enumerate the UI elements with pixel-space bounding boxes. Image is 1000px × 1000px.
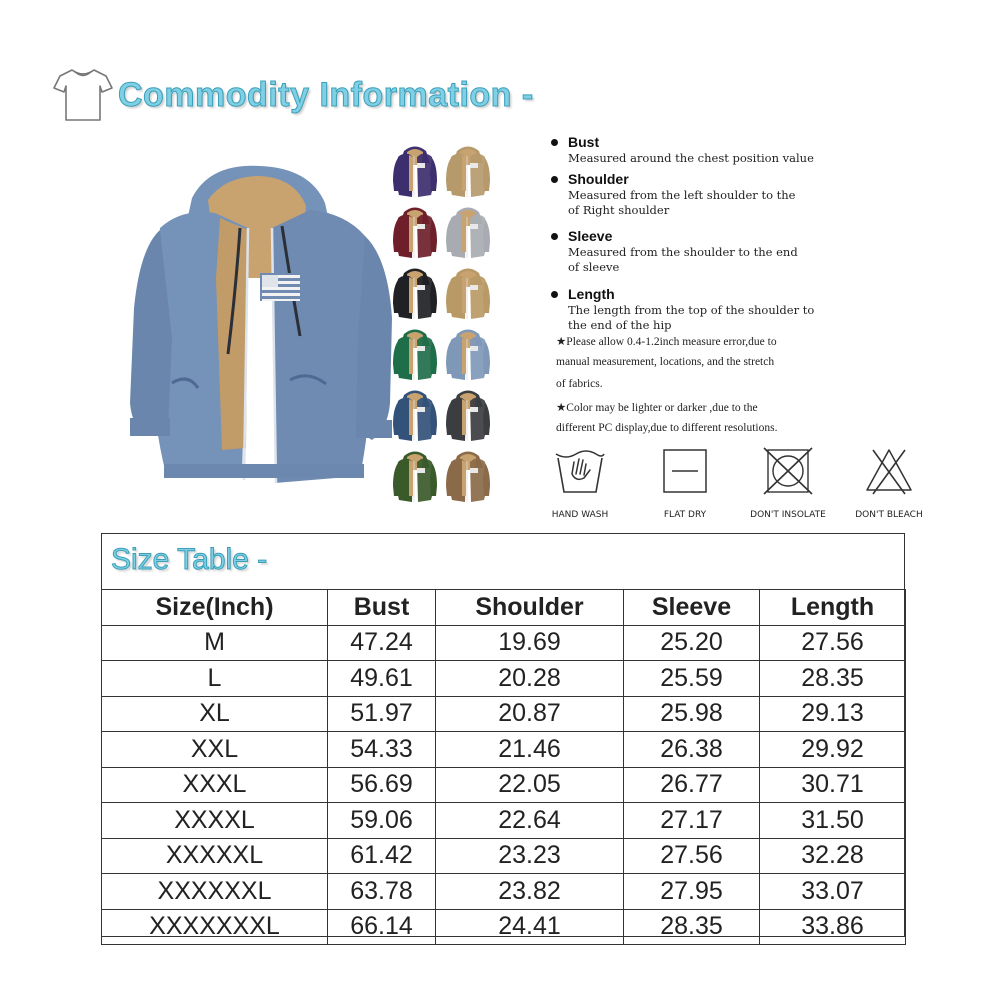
commodity-header [52,62,612,132]
sleeve-cell: 27.56 [624,838,760,874]
length-cell: 33.86 [760,909,906,945]
measure-desc: The length from the top of the shoulder to [568,303,815,317]
size-table-section [101,533,905,941]
table-row [102,838,906,874]
table-row [102,803,906,839]
shoulder-cell: 19.69 [436,625,624,661]
size-cell: M [102,625,328,661]
note-line: of fabrics. [556,378,603,390]
hand-wash-icon [552,446,608,496]
care-label: DON'T INSOLATE [750,510,826,520]
bust-cell: 63.78 [328,874,436,910]
length-cell: 32.28 [760,838,906,874]
care-flat-dry [640,446,730,524]
table-header-row [102,590,906,626]
length-cell: 27.56 [760,625,906,661]
measure-label: Length [548,286,948,302]
swatch-navy-blue [392,387,438,443]
bust-cell: 66.14 [328,909,436,945]
size-cell: XL [102,696,328,732]
swatch-light-gray [445,204,491,260]
size-cell: XXXL [102,767,328,803]
table-row [102,909,906,945]
swatch-brown [445,448,491,504]
shoulder-cell: 21.46 [436,732,624,768]
tshirt-icon [52,66,114,124]
size-table-body [102,625,906,945]
table-row [102,696,906,732]
measure-item-bust [548,134,948,166]
bust-cell: 61.42 [328,838,436,874]
table-row [102,767,906,803]
length-cell: 29.13 [760,696,906,732]
care-dont-insolate [743,446,833,524]
flat-dry-icon [660,446,710,496]
color-swatch-grid [392,143,494,513]
shoulder-cell: 23.82 [436,874,624,910]
sleeve-cell: 25.59 [624,661,760,697]
swatch-burgundy [392,204,438,260]
care-instructions [545,446,945,524]
page-title: Commodity Information - [118,76,534,114]
care-label: HAND WASH [551,510,609,520]
sleeve-cell: 25.98 [624,696,760,732]
shoulder-cell: 22.05 [436,767,624,803]
size-cell: XXXXXXL [102,874,328,910]
measure-label: Sleeve [548,228,948,244]
size-cell: XXL [102,732,328,768]
size-table-title: Size Table - [111,543,268,576]
note-line: ★Please allow 0.4-1.2inch measure error,due to [556,336,777,348]
size-cell: L [102,661,328,697]
measure-label: Shoulder [548,171,948,187]
size-cell: XXXXL [102,803,328,839]
dont-insolate-icon [761,446,815,496]
column-header: Sleeve [624,590,760,626]
length-cell: 31.50 [760,803,906,839]
bust-cell: 49.61 [328,661,436,697]
measure-desc: of Right shoulder [568,203,670,217]
sleeve-cell: 25.20 [624,625,760,661]
dont-bleach-icon [863,446,915,496]
length-cell: 30.71 [760,767,906,803]
size-cell: XXXXXL [102,838,328,874]
column-header: Length [760,590,906,626]
size-table [101,589,906,945]
table-row [102,661,906,697]
shoulder-cell: 23.23 [436,838,624,874]
swatch-tan [445,265,491,321]
care-hand-wash [535,446,625,524]
sleeve-cell: 27.17 [624,803,760,839]
sleeve-cell: 26.77 [624,767,760,803]
table-row [102,732,906,768]
measure-desc: Measured around the chest position value [568,151,814,165]
measure-desc: Measured from the shoulder to the end [568,245,798,259]
measure-desc: the end of the hip [568,318,672,332]
measure-desc: Measured from the left shoulder to the [568,188,796,202]
measure-item-length [548,286,948,333]
table-row [102,874,906,910]
swatch-light-blue [445,326,491,382]
bust-cell: 47.24 [328,625,436,661]
swatch-army-green [392,448,438,504]
swatch-dark-gray [445,387,491,443]
shoulder-cell: 20.87 [436,696,624,732]
column-header: Shoulder [436,590,624,626]
bust-cell: 54.33 [328,732,436,768]
size-cell: XXXXXXXL [102,909,328,945]
sleeve-cell: 27.95 [624,874,760,910]
jacket-main-image [120,158,400,493]
measurement-guide [548,134,958,444]
column-header: Bust [328,590,436,626]
swatch-purple [392,143,438,199]
shoulder-cell: 20.28 [436,661,624,697]
measure-item-shoulder [548,171,948,218]
table-row [102,625,906,661]
swatch-green [392,326,438,382]
swatch-khaki [445,143,491,199]
bust-cell: 51.97 [328,696,436,732]
length-cell: 28.35 [760,661,906,697]
measure-label: Bust [548,134,948,150]
bust-cell: 56.69 [328,767,436,803]
measure-item-sleeve [548,228,948,275]
care-label: DON'T BLEACH [855,510,923,520]
note-line: ★Color may be lighter or darker ,due to the [556,402,758,414]
column-header: Size(Inch) [102,590,328,626]
length-cell: 29.92 [760,732,906,768]
length-cell: 33.07 [760,874,906,910]
sleeve-cell: 26.38 [624,732,760,768]
bust-cell: 59.06 [328,803,436,839]
sleeve-cell: 28.35 [624,909,760,945]
note-line: different PC display,due to different resolutions. [556,422,778,434]
care-label: FLAT DRY [663,510,707,520]
care-dont-bleach [844,446,934,524]
shoulder-cell: 24.41 [436,909,624,945]
measure-desc: of sleeve [568,260,620,274]
swatch-black [392,265,438,321]
note-line: manual measurement, locations, and the stretch [556,356,775,368]
shoulder-cell: 22.64 [436,803,624,839]
